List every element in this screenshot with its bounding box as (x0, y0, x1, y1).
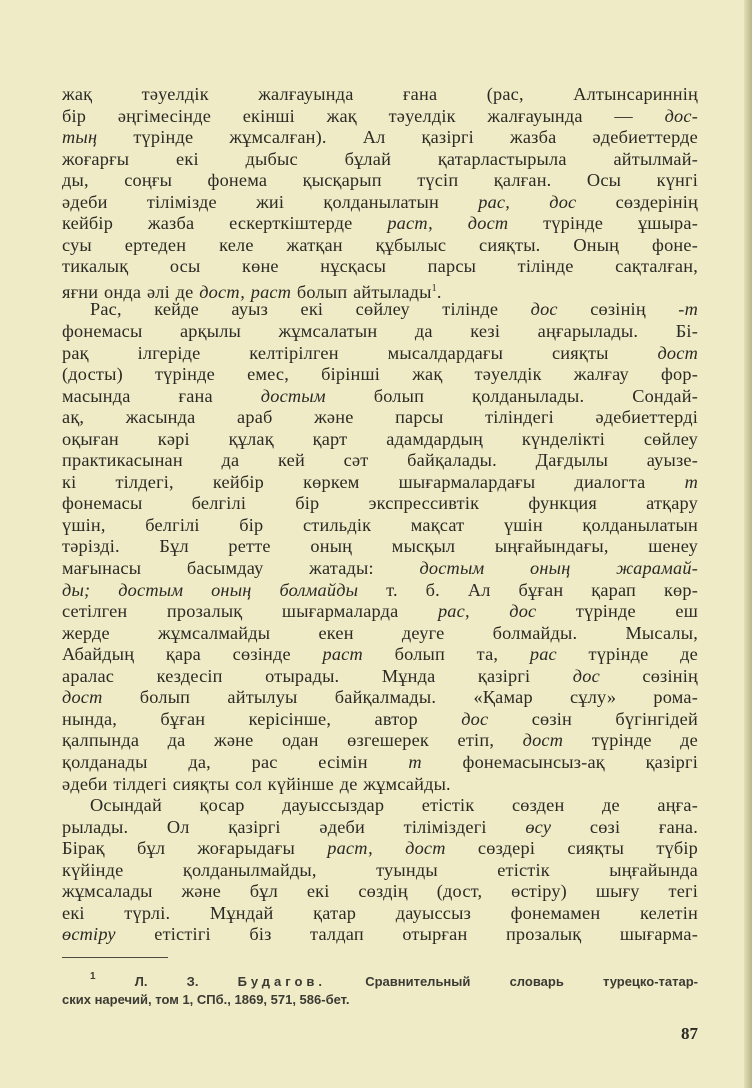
italic-term: достым оның жарамай- (419, 558, 698, 579)
text-segment: тәрізді. Бұл ретте оның мысқыл ыңғайындағы, шенеу (62, 536, 698, 557)
text-segment: яғни онда әлі де (62, 281, 200, 302)
text-segment: әдеби тілімізде жиі қолданылатын (62, 191, 479, 212)
text-line (62, 752, 698, 774)
text-segment: кі тілдегі, кейбір көркем шығармалардағы диалогта (62, 471, 685, 492)
text-segment: жақ тәуелдік жалғауында ғана (рас, Алтынсариннің (62, 84, 698, 104)
text-segment: қолданады да, рас есімін (62, 751, 409, 772)
text-line (62, 795, 698, 817)
italic-term: -т (678, 299, 698, 320)
text-line (62, 407, 698, 429)
text-line (62, 860, 698, 882)
italic-term: рас, дос (437, 601, 537, 622)
text-segment: масында ғана (62, 385, 261, 406)
text-segment: әдеби тілдегі сияқты сол күйінше де жұмсайды. (62, 773, 451, 794)
text-segment: сөздері сияқты түбір (445, 838, 698, 859)
text-line (62, 235, 698, 257)
text-segment: Рас, кейде ауыз екі сөйлеу тілінде (90, 299, 531, 320)
text-segment: жұмсалады және бұл екі сөздің (дост, өстіру) шығу тегі (62, 881, 698, 902)
text-line (62, 644, 698, 666)
italic-term: өсу (525, 816, 552, 837)
text-line (62, 192, 698, 214)
text-line (62, 687, 698, 709)
text-line (62, 299, 698, 321)
text-segment: қалпында да және одан өзгешерек етіп, (62, 730, 523, 751)
text-line (62, 903, 698, 925)
text-segment: жерде жұмсалмайды екен деуге болмайды. Мысалы, (62, 622, 698, 643)
italic-term: өстіру (62, 924, 116, 945)
footnote-marker: 1 (90, 971, 96, 982)
text-line (62, 343, 698, 365)
text-line (62, 709, 698, 731)
text-segment: Бірақ бұл жоғарыдағы (62, 838, 328, 859)
text-segment: тикалық осы көне нұсқасы парсы тілінде сақталған, (62, 256, 698, 277)
text-segment: нында, бұған керісінше, автор (62, 708, 462, 729)
text-segment: фонемасынсыз-ақ қазіргі (421, 751, 698, 772)
page-edge-shadow (744, 0, 752, 1088)
text-line (62, 450, 698, 472)
text-line (62, 429, 698, 451)
italic-term: дос (572, 665, 600, 686)
text-segment: рақ ілгеріде келтірілген мысалдардағы сияқты (62, 342, 658, 363)
text-segment: үшін, белгілі бір стильдік мақсат үшін қолданылатын (62, 514, 698, 535)
text-segment: (досты) түрінде емес, бірінші жақ тәуелдік жалғау фор- (62, 364, 698, 385)
footnote-divider (62, 957, 168, 958)
text-segment: түрінде еш (536, 601, 698, 622)
italic-term: рас, дос (478, 191, 577, 212)
italic-term: дост (657, 342, 698, 363)
text-segment: Абайдың қара сөзінде (62, 644, 323, 665)
text-line (62, 127, 698, 149)
italic-term: раст, дост (387, 213, 509, 234)
text-segment: түрінде де (563, 730, 698, 751)
italic-term: тың (62, 127, 98, 148)
text-line (62, 817, 698, 839)
text-segment: екі түрлі. Мұндай қатар дауыссыз фонемамен келетін (62, 902, 698, 923)
text-segment: мағынасы басымдау жатады: (62, 558, 420, 579)
page-number: 87 (681, 1024, 698, 1043)
text-line (62, 472, 698, 494)
footnote-text: Л. З. (95, 974, 238, 989)
text-line (62, 493, 698, 515)
footnote (62, 968, 698, 1009)
text-line (62, 623, 698, 645)
text-segment: бір әңгімесінде екінші жақ тәуелдік жалғауында — (62, 105, 665, 126)
text-segment: сөзінің (599, 665, 698, 686)
text-line (62, 364, 698, 386)
text-segment: күйінде қолданылмайды, туынды етістік ыңғайында (62, 859, 698, 880)
footnote-text: Сравнительный словарь турецко-татар- (326, 974, 698, 989)
text-segment: сөзінің (557, 299, 679, 320)
text-segment: сетілген прозалық шығармаларда (62, 601, 438, 622)
text-line (62, 558, 698, 580)
italic-term: т (408, 751, 422, 772)
text-segment: кейбір жазба ескерткіштерде (62, 213, 388, 234)
italic-term: дост (522, 730, 564, 751)
text-segment: аралас кездесіп отырады. Мұнда қазіргі (62, 665, 573, 686)
text-segment: практикасынан да кей сәт байқалады. Дағдылы ауызе- (62, 450, 698, 471)
footnote-line (62, 968, 698, 991)
footnote-reference: 1 (431, 282, 437, 294)
text-segment: фонемасы белгілі бір экспрессивтік функция атқару (62, 493, 698, 514)
italic-term: дос (461, 708, 489, 729)
text-segment: сөзін бүгінгідей (488, 708, 698, 729)
italic-term: дос- (664, 105, 698, 126)
italic-term: рас (529, 644, 557, 665)
italic-term: дос (530, 299, 558, 320)
text-line (62, 838, 698, 860)
text-line (62, 170, 698, 192)
text-segment: болып айтылады (291, 281, 432, 302)
text-line (62, 515, 698, 537)
text-segment: жоғарғы екі дыбыс бұлай қатарластырыла айтылмай- (62, 148, 698, 169)
text-line (62, 774, 698, 796)
text-segment: оқыған кәрі құлақ қарт адамдардың күнделікті сөйлеу (62, 428, 698, 449)
text-segment: сөздерінің (576, 191, 699, 212)
text-segment: етістігі біз талдап отырған прозалық шығарма- (115, 924, 698, 945)
text-segment: фонемасы арқылы жұмсалатын да кезі аңғарылады. Бі- (62, 321, 698, 342)
text-segment: түрінде жұмсалған). Ал қазіргі жазба әдебиеттерде (97, 127, 698, 148)
text-line (62, 536, 698, 558)
text-segment: сөзі ғана. (551, 816, 698, 837)
text-segment: болып қолданылады. Сондай- (325, 385, 699, 406)
text-segment: т. б. Ал бұған қарап көр- (358, 579, 699, 600)
text-segment: болып та, (362, 644, 530, 665)
text-line (62, 580, 698, 602)
text-line (62, 386, 698, 408)
text-line (62, 881, 698, 903)
text-segment: ды, соңғы фонема қысқарып түсіп қалған. Осы күнгі (62, 170, 698, 191)
text-line (62, 666, 698, 688)
footnote-author: Будагов. (237, 974, 326, 989)
text-segment: болып айтылуы байқалмады. «Қамар сұлу» рома- (102, 687, 698, 708)
italic-term: дост (62, 687, 103, 708)
italic-term: раст (322, 644, 363, 665)
text-line (62, 924, 698, 946)
text-segment: Осындай қосар дауыссыздар етістік сөзден де аңға- (90, 795, 698, 816)
text-segment: . (436, 281, 442, 302)
italic-term: достым (260, 385, 326, 406)
italic-term: т (684, 471, 698, 492)
text-line (62, 730, 698, 752)
text-line (62, 84, 698, 106)
text-segment: ақ, жасында араб және парсы тіліндегі әдебиеттерді (62, 407, 698, 428)
italic-term: ды; достым оның болмайды (62, 579, 359, 600)
text-segment: түрінде де (556, 644, 698, 665)
italic-term: раст, дост (327, 838, 446, 859)
text-line (62, 321, 698, 343)
footnote-line: ских наречий, том 1, СПб., 1869, 571, 586-бет. (62, 992, 350, 1007)
text-line (62, 106, 698, 128)
text-line (62, 149, 698, 171)
text-line (62, 256, 698, 278)
body-text (62, 84, 698, 946)
italic-term: дост, раст (199, 281, 292, 302)
text-segment: түрінде ұшыра- (508, 213, 698, 234)
text-line (62, 213, 698, 235)
text-segment: рылады. Ол қазіргі әдеби тіліміздегі (62, 816, 526, 837)
text-segment: суы ертеден келе жатқан құбылыс сияқты. Оның фоне- (62, 234, 698, 255)
text-line (62, 601, 698, 623)
text-line (62, 278, 698, 300)
